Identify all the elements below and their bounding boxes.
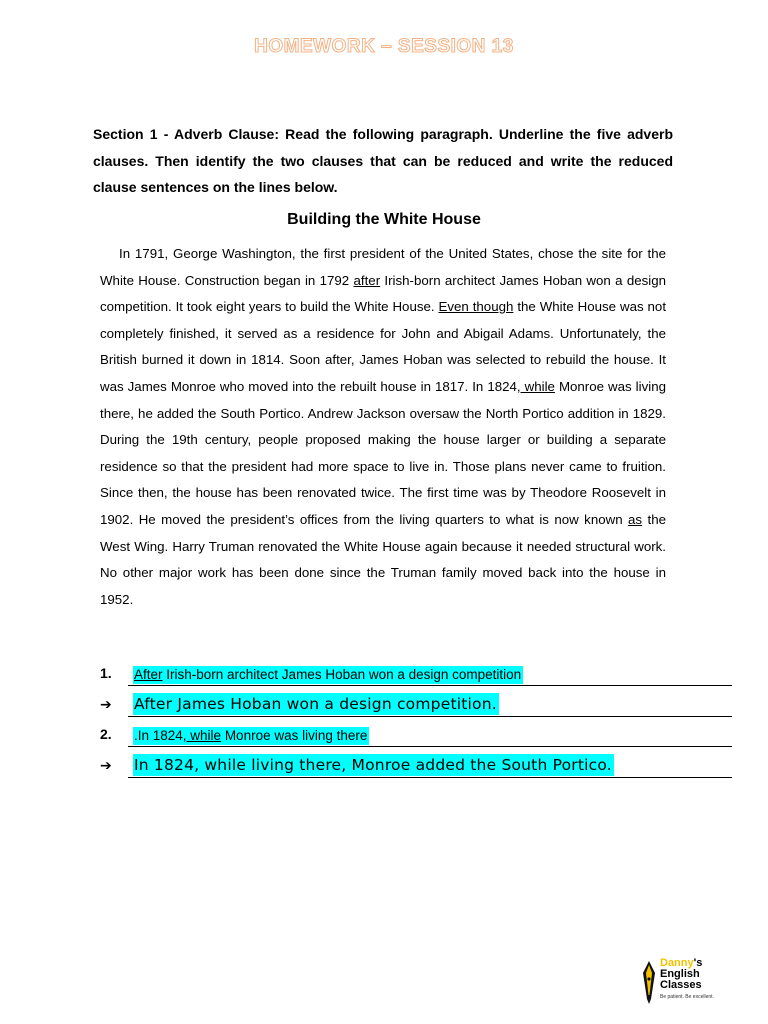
arrow-icon: ➔ xyxy=(100,756,112,773)
item-number: 2. xyxy=(100,726,112,742)
dannys-english-classes-logo xyxy=(640,957,730,1005)
answer-row-4 xyxy=(100,752,732,783)
passage-paragraph xyxy=(100,241,666,613)
answer-row-3 xyxy=(100,721,732,752)
reduced-clause-answer: After James Hoban won a design competition. xyxy=(134,694,497,713)
logo-wordmark: Danny's English Classes xyxy=(660,957,703,991)
answer-row-1 xyxy=(100,660,732,691)
reduced-clause-answer: In 1824, while living there, Monroe added the South Portico. xyxy=(134,755,612,774)
passage-text: the White House was not completely finished, it served as a residence for John and Abigail Adams. Unfortunately, the British burned it down in 1814. Soon after, James Hoban was selected to rebuild the house. It was James Monroe who moved into the rebuilt house in 1817. In 1824 xyxy=(100,299,667,394)
answer-lines xyxy=(100,660,732,782)
passage-text: Monroe was living there, he added the South Portico. Andrew Jackson oversaw the North Portico addition in 1829. During the 19th century, people proposed making the house larger or building a separate residence so that the president had more space to live in. Those plans never came to fruition. Since then, the house has been renovated twice. The first time was by Theodore Roosevelt in 1902. He moved the president’s offices from the living quarters to what is now known xyxy=(100,378,666,527)
adverb-clause-marker-even-though: Even though xyxy=(438,299,514,315)
passage-text: Irish-born architect James Hoban won a design competition. It took eight years to build the White House. xyxy=(100,272,666,315)
highlighted-answer xyxy=(133,727,369,745)
passage-title: Building the White House xyxy=(287,211,481,228)
passage-text: In 1791, George Washington, the first president of the United States, chose the site for the White House. Construction began in 1792 xyxy=(100,246,666,288)
answer-line[interactable] xyxy=(128,752,732,778)
highlighted-answer xyxy=(133,666,523,684)
adverb-clause-marker-as: as xyxy=(628,511,643,527)
answer-text: .In 1824 xyxy=(134,728,183,743)
answer-text: Irish-born architect James Hoban won a design competition xyxy=(162,667,522,682)
answer-row-2 xyxy=(100,691,732,722)
adverb-clause-marker-after: after xyxy=(353,272,381,288)
section-instructions: Section 1 - Adverb Clause: Read the following paragraph. Underline the five adverb clauses. Then identify the two clauses that can be reduced and write the reduced clause sentences on the lines below. xyxy=(93,126,673,195)
underlined-conjunction: , while xyxy=(182,728,222,743)
item-number: 1. xyxy=(100,665,112,681)
underlined-conjunction: After xyxy=(134,667,163,682)
answer-text: Monroe was living there xyxy=(221,728,368,743)
page-title: HOMEWORK – SESSION 13 xyxy=(254,36,514,57)
arrow-icon: ➔ xyxy=(100,695,112,712)
adverb-clause-marker-while: , while xyxy=(516,378,555,394)
answer-line[interactable] xyxy=(128,691,732,717)
answer-line[interactable] xyxy=(128,721,732,747)
passage-text: the West Wing. Harry Truman renovated the White House again because it needed structural work. No other major work has been done since the Truman family moved back into the house in 1952. xyxy=(100,511,666,607)
logo-tagline: Be patient. Be excellent. xyxy=(660,994,714,1000)
pen-nib-icon xyxy=(640,959,658,1005)
answer-line[interactable] xyxy=(128,660,732,686)
